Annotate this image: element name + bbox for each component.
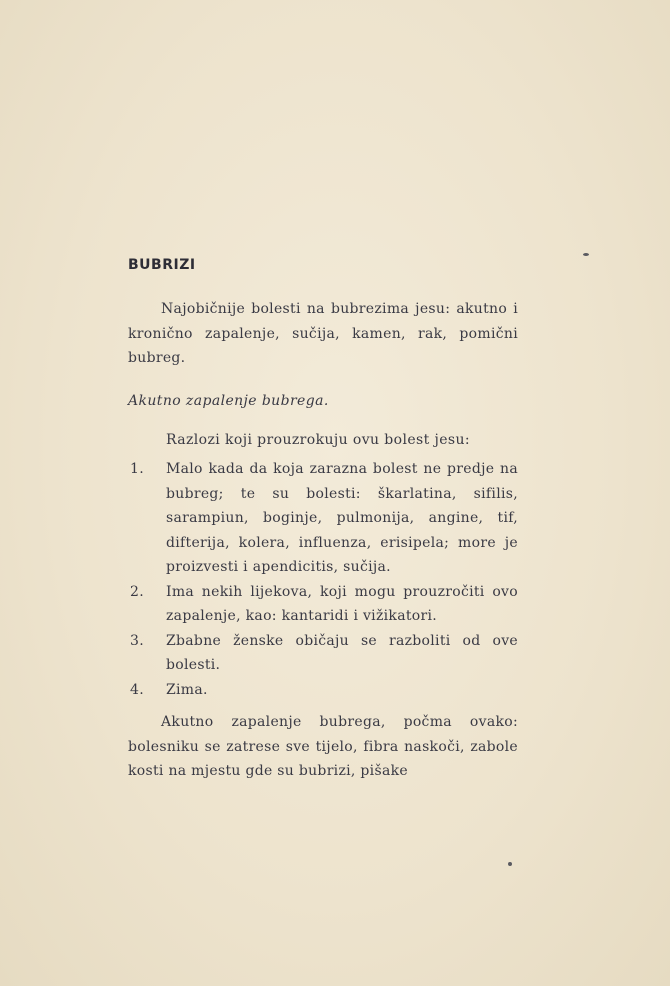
list-text: Zbabne ženske običaju se razboliti od ove bolesti. xyxy=(166,632,518,673)
list-number: 2. xyxy=(130,583,144,600)
list-item xyxy=(128,580,518,629)
list-number: 3. xyxy=(130,632,144,649)
list-item xyxy=(128,678,518,703)
section-heading: BUBRIZI xyxy=(128,257,196,273)
list-text: Zima. xyxy=(166,681,208,698)
list-item xyxy=(128,629,518,678)
list-number: 4. xyxy=(130,681,144,698)
list-text: Ima nekih lijekova, koji mogu prouzročiti ovo zapalenje, kao: kantaridi i vižikatori. xyxy=(166,583,518,624)
ink-speck xyxy=(583,253,589,256)
list-number: 1. xyxy=(130,461,144,477)
list-item xyxy=(128,457,518,580)
closing-paragraph: Akutno zapalenje bubrega, počma ovako: bolesniku se zatrese sve tijelo, fibra naskoči, zabole kosti na mjestu gde su bubrizi, pišake xyxy=(128,714,518,779)
list-text: Malo kada da koja zarazna bolest ne predje na bubreg; te su bolesti: škarlatina, sifilis, sarampiun, boginje, pulmonija, angine, tif, difterija, kolera, influenza, erisipela; more je proizvesti i apendicitis, sučija. xyxy=(166,461,518,575)
ink-speck xyxy=(508,862,512,866)
subheading: Akutno zapalenje bubrega. xyxy=(128,393,329,409)
causes-list xyxy=(128,457,518,702)
causes-lead: Razlozi koji prouzrokuju ovu bolest jesu: xyxy=(166,432,471,448)
intro-paragraph: Najobičnije bolesti na bubrezima jesu: akutno i kronično zapalenje, sučija, kamen, rak, pomični bubreg. xyxy=(128,301,518,366)
